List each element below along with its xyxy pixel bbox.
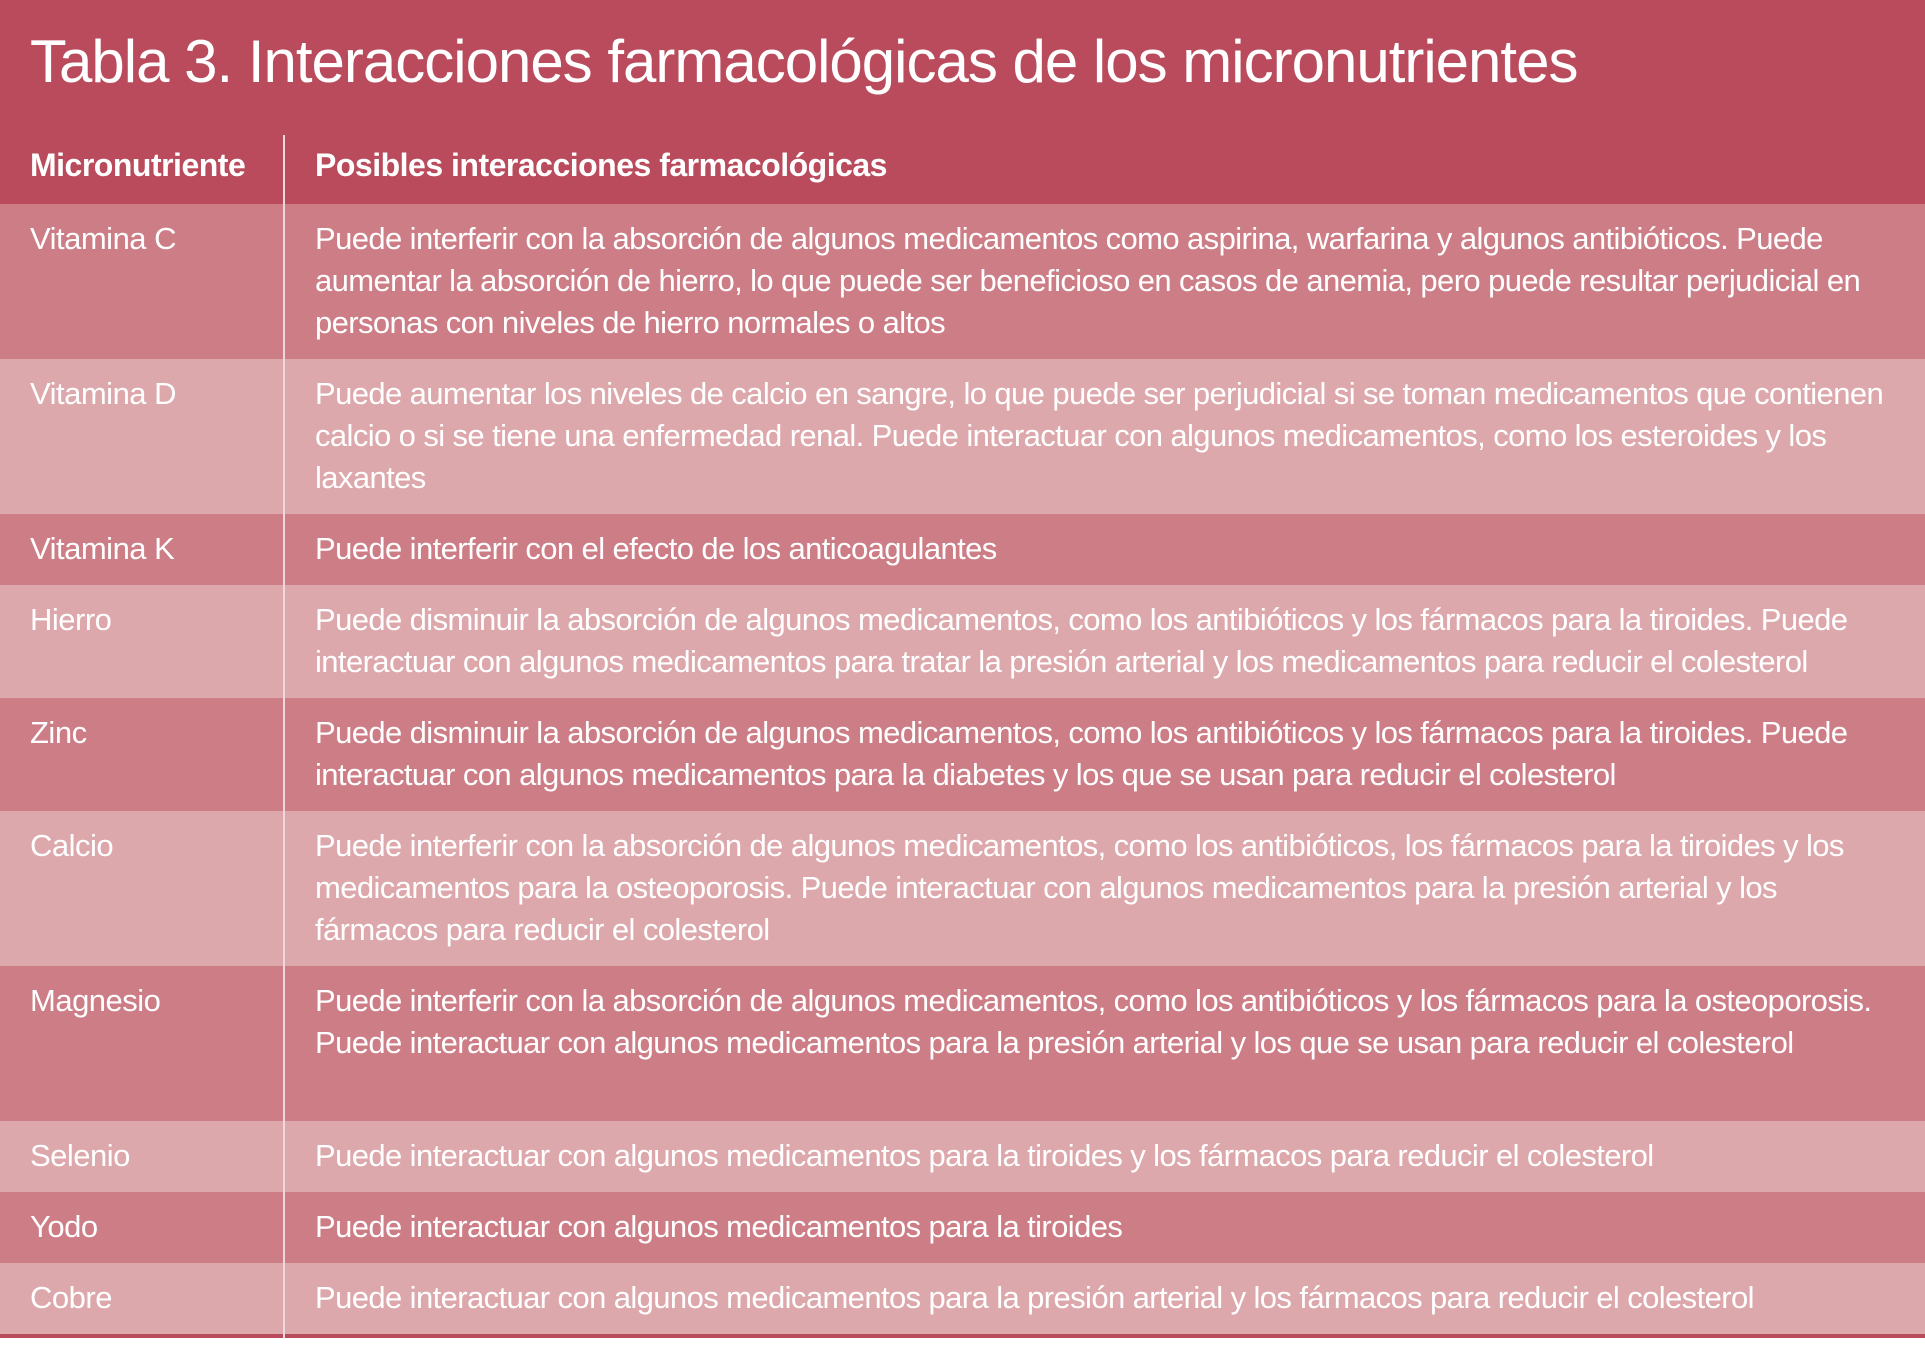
interaction-description: Puede disminuir la absorción de algunos medicamentos, como los antibióticos y los fármacos para la tiroides. Puede interactuar con algunos medicamentos para la diabetes y los que se usan para reducir el colesterol xyxy=(315,715,1848,792)
table-row xyxy=(0,1263,1925,1334)
micronutrient-name: Vitamina C xyxy=(30,221,177,256)
table-row xyxy=(0,1121,1925,1192)
micronutrient-name: Cobre xyxy=(30,1280,112,1315)
interaction-description: Puede interactuar con algunos medicamentos para la tiroides y los fármacos para reducir el colesterol xyxy=(315,1138,1654,1173)
table-row xyxy=(0,585,1925,698)
micronutrient-name: Yodo xyxy=(30,1209,98,1244)
table-row xyxy=(0,1192,1925,1263)
column-divider xyxy=(283,135,285,1338)
table-row xyxy=(0,698,1925,811)
table-title-bar xyxy=(0,0,1925,135)
interaction-description: Puede aumentar los niveles de calcio en sangre, lo que puede ser perjudicial si se toman medicamentos que contienen calcio o si se tiene una enfermedad renal. Puede interactuar con algunos medicamentos, como los esteroides y los laxantes xyxy=(315,376,1884,495)
interaction-description: Puede disminuir la absorción de algunos medicamentos, como los antibióticos y los fármacos para la tiroides. Puede interactuar con algunos medicamentos para tratar la presión arterial y los medicamentos para reducir el colesterol xyxy=(315,602,1848,679)
table-row xyxy=(0,811,1925,966)
table-row xyxy=(0,966,1925,1121)
micronutrient-name: Magnesio xyxy=(30,983,161,1018)
table-header-row xyxy=(0,135,1925,204)
header-micronutrient: Micronutriente xyxy=(30,147,246,183)
interaction-description: Puede interactuar con algunos medicamentos para la tiroides xyxy=(315,1209,1123,1244)
table-row xyxy=(0,204,1925,359)
interaction-description: Puede interferir con la absorción de algunos medicamentos, como los antibióticos y los fármacos para la osteoporosis. Puede interactuar con algunos medicamentos para la presión arterial y los que se usan para reducir el colesterol xyxy=(315,983,1872,1060)
micronutrient-name: Vitamina D xyxy=(30,376,177,411)
micronutrient-name: Vitamina K xyxy=(30,531,175,566)
table-title: Tabla 3. Interacciones farmacológicas de los micronutrientes xyxy=(30,28,1578,95)
micronutrient-name: Selenio xyxy=(30,1138,130,1173)
table-row xyxy=(0,359,1925,514)
micronutrient-name: Hierro xyxy=(30,602,112,637)
micronutrient-name: Calcio xyxy=(30,828,114,863)
interaction-description: Puede interferir con la absorción de algunos medicamentos como aspirina, warfarina y algunos antibióticos. Puede aumentar la absorción de hierro, lo que puede ser beneficioso en casos de anemia, pero puede resultar perjudicial en personas con niveles de hierro normales o altos xyxy=(315,221,1861,340)
interaction-description: Puede interactuar con algunos medicamentos para la presión arterial y los fármacos para reducir el colesterol xyxy=(315,1280,1754,1315)
header-interactions: Posibles interacciones farmacológicas xyxy=(315,147,887,183)
interaction-description: Puede interferir con la absorción de algunos medicamentos, como los antibióticos, los fármacos para la tiroides y los medicamentos para la osteoporosis. Puede interactuar con algunos medicamentos para la presión arterial y los fármacos para reducir el colesterol xyxy=(315,828,1844,947)
table-row xyxy=(0,514,1925,585)
table-body xyxy=(0,204,1925,1334)
interaction-description: Puede interferir con el efecto de los anticoagulantes xyxy=(315,531,997,566)
micronutrient-name: Zinc xyxy=(30,715,87,750)
